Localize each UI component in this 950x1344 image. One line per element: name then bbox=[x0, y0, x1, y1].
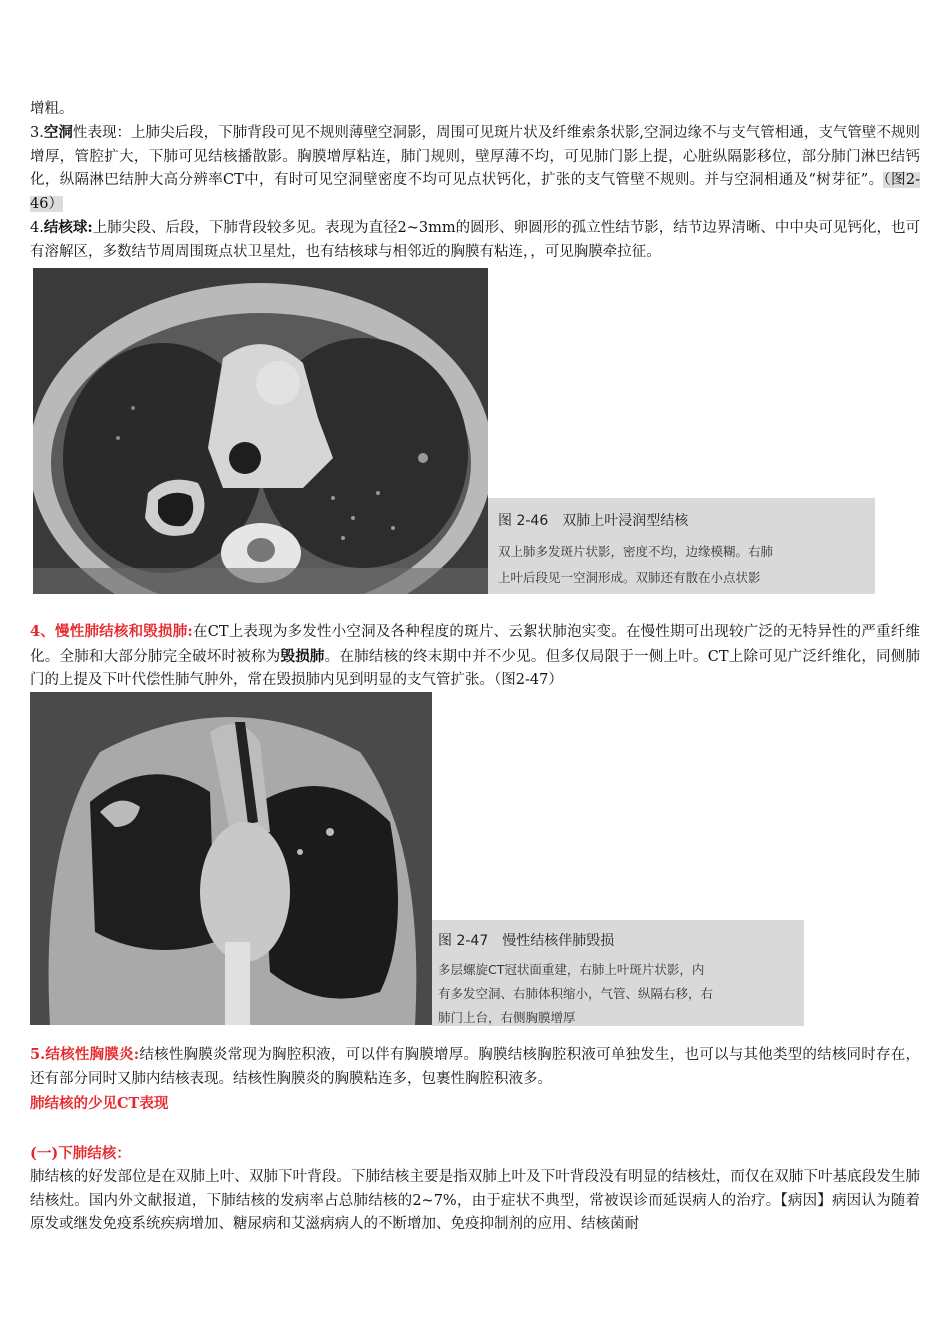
figure-ref-2-46: （图2-46） bbox=[30, 172, 920, 212]
item-number: 4. bbox=[30, 220, 44, 236]
chronic-tb-description-2: 。在肺结核的终末期中并不少见。但多仅局限于一侧上叶。CT上除可见广泛纤维化，同侧肺门的上提及下叶代偿性肺气肿外，常在毁损肺内见到明显的支气管扩张。（图2-47） bbox=[30, 648, 921, 688]
figure-2-47-desc-line2: 有多发空洞、右肺体积缩小，气管、纵隔右移，右 bbox=[438, 986, 714, 1001]
term-cavity: 空洞 bbox=[43, 124, 73, 141]
paragraph-tb-pleuritis bbox=[30, 1043, 920, 1091]
figure-2-47-title: 图 2-47 慢性结核伴肺毁损 bbox=[438, 933, 615, 949]
figure-2-47-desc-line1: 多层螺旋CT冠状面重建，右肺上叶斑片状影，内 bbox=[438, 962, 705, 977]
figure-2-46-title: 图 2-46 双肺上叶浸润型结核 bbox=[498, 513, 689, 529]
figure-2-46-caption bbox=[488, 498, 875, 594]
ct-scan-axial-graphic bbox=[33, 268, 488, 594]
figure-2-46-desc-line1: 双上肺多发斑片状影，密度不均，边缘模糊。右肺 bbox=[498, 544, 774, 559]
ct-image-axial bbox=[33, 268, 488, 594]
paragraph-continuation: 增粗。 bbox=[30, 101, 74, 117]
figure-2-47-caption bbox=[432, 920, 804, 1026]
ct-image-coronal bbox=[30, 692, 432, 1025]
tb-pleuritis-description: 结核性胸膜炎常现为胸腔积液，可以伴有胸膜增厚。胸膜结核胸腔积液可单独发生，也可以与其他类型的结核同时存在，还有部分同时又肺内结核表现。结核性胸膜炎的胸膜粘连多，包裹性胸腔积液多。 bbox=[30, 1047, 920, 1087]
paragraph-lower-lung-tb: 肺结核的好发部位是在双肺上叶、双肺下叶背段。下肺结核主要是指双肺上叶及下叶背段没有明显的结核灶，而仅在双肺下叶基底段发生肺结核灶。国内外文献报道，下肺结核的发病率占总肺结核的2~7%，由于症状不典型，常被误诊而延误病人的治疗。【病因】病因认为随着原发或继发免疫系统疾病增加、糖尿病和艾滋病病人的不断增加、免疫抑制剂的应用、结核菌耐 bbox=[30, 1169, 920, 1232]
heading-chronic-tb: 4、慢性肺结核和毁损肺: bbox=[30, 623, 193, 640]
item-number: 3. bbox=[30, 125, 44, 141]
chronic-tb-description-1: 在CT上表现为多发性小空洞及各种程度的斑片、云絮状肺泡实变。在慢性期可出现较广泛的无特异性的严重纤维化。全肺和大部分肺完全破坏时被称为 bbox=[30, 624, 920, 665]
paragraph-chronic-tb bbox=[30, 620, 920, 693]
term-colon: : bbox=[87, 219, 93, 236]
figure-2-46-desc-line2: 上叶后段见一空洞形成。双肺还有散在小点状影 bbox=[498, 570, 761, 585]
section-heading-rare-ct: 肺结核的少见CT表现 bbox=[30, 1095, 169, 1112]
term-tuberculoma: 结核球 bbox=[43, 219, 88, 236]
ct-scan-coronal-graphic bbox=[30, 692, 432, 1025]
paragraph-cavity bbox=[30, 121, 920, 216]
term-destroyed-lung: 毁损肺 bbox=[280, 647, 325, 665]
paragraph-tuberculoma bbox=[30, 216, 920, 264]
figure-2-47-desc-line3: 肺门上台，右侧胸膜增厚 bbox=[438, 1010, 576, 1025]
cavity-description: 性表现：上肺尖后段，下肺背段可见不规则薄壁空洞影，周围可见斑片状及纤维索条状影,空洞边缘不与支气管相通，支气管壁不规则增厚，管腔扩大，下肺可见结核播散影。胸膜增厚粘连，肺门规则，壁厚薄不均，可见肺门影上提，心脏纵隔影移位，部分肺门淋巴结钙化，纵隔淋巴结肿大高分辨率CT中，有时可见空洞壁密度不均可见点状钙化，扩张的支气管壁不规则。并与空洞相通及“树芽征”。 bbox=[30, 125, 920, 188]
tuberculoma-description: 上肺尖段、后段，下肺背段较多见。表现为直径2~3mm的圆形、卵圆形的孤立性结节影，结节边界清晰、中中央可见钙化，也可有溶解区，多数结节周周围斑点状卫星灶，也有结核球与相邻近的胸膜有粘连，，可见胸膜牵拉征。 bbox=[30, 220, 920, 260]
subsection-heading-lower-lung-tb: (一)下肺结核： bbox=[30, 1145, 131, 1162]
heading-tb-pleuritis: 5.结核性胸膜炎: bbox=[30, 1046, 140, 1063]
